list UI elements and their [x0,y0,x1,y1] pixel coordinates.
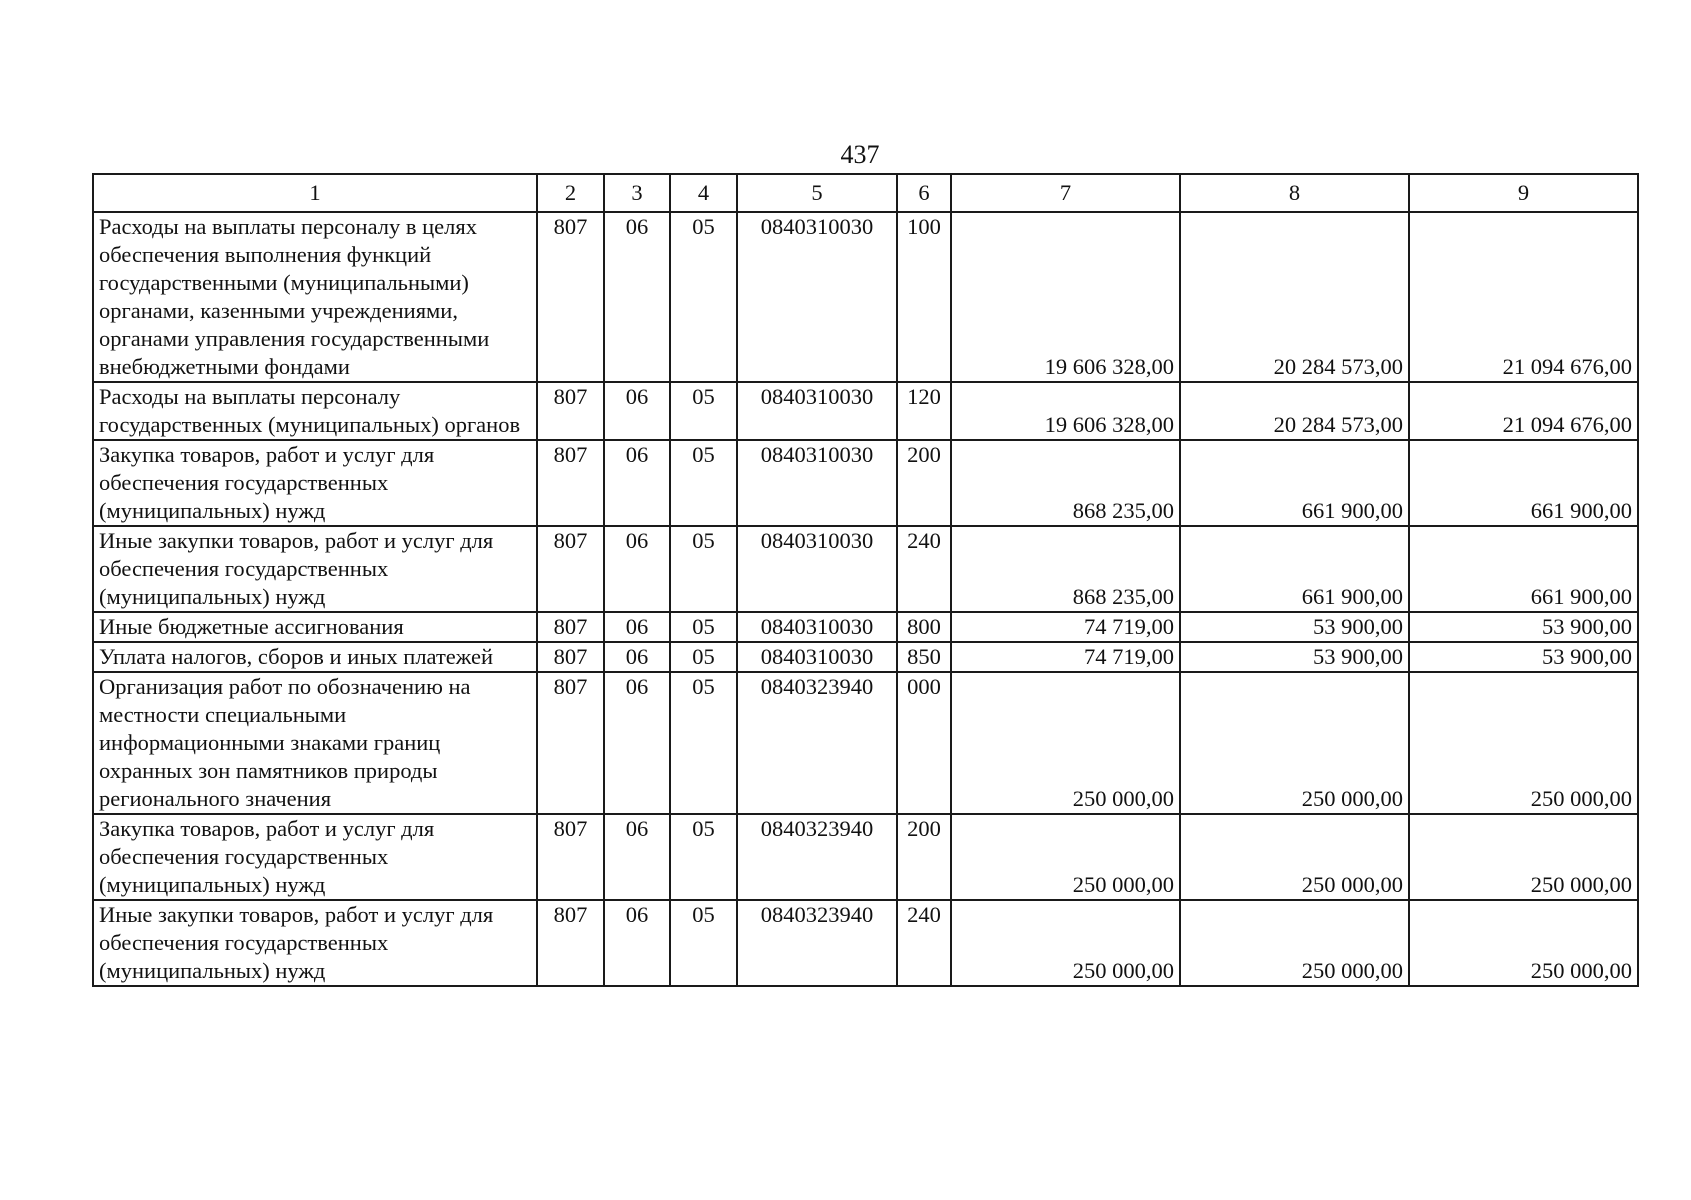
cell-col-3: 06 [604,672,670,814]
row-description: Расходы на выплаты персоналу государственных (муниципальных) органов [93,382,537,440]
cell-col-4: 05 [670,612,737,642]
cell-col-3: 06 [604,212,670,382]
amount-col-7: 868 235,00 [951,526,1180,612]
cell-col-4: 05 [670,900,737,986]
amount-col-9: 21 094 676,00 [1409,212,1638,382]
cell-col-3: 06 [604,382,670,440]
row-description: Организация работ по обозначению на местности специальными информационными знаками границ охранных зон памятников природы регионального значения [93,672,537,814]
amount-col-8: 661 900,00 [1180,526,1409,612]
amount-col-9: 661 900,00 [1409,526,1638,612]
row-description: Уплата налогов, сборов и иных платежей [93,642,537,672]
amount-col-8: 250 000,00 [1180,814,1409,900]
table-header-row [93,174,1638,212]
table-row [93,814,1638,900]
page-number: 437 [840,140,880,169]
cell-col-5: 0840323940 [737,900,897,986]
cell-col-5: 0840310030 [737,526,897,612]
amount-col-7: 250 000,00 [951,672,1180,814]
column-header: 6 [897,174,951,212]
table-row [93,900,1638,986]
table-row [93,212,1638,382]
amount-col-9: 53 900,00 [1409,612,1638,642]
amount-col-7: 868 235,00 [951,440,1180,526]
cell-col-4: 05 [670,642,737,672]
amount-col-9: 661 900,00 [1409,440,1638,526]
amount-col-7: 74 719,00 [951,642,1180,672]
cell-col-6: 100 [897,212,951,382]
cell-col-6: 240 [897,900,951,986]
amount-col-7: 19 606 328,00 [951,212,1180,382]
cell-col-5: 0840323940 [737,814,897,900]
amount-col-8: 661 900,00 [1180,440,1409,526]
cell-col-4: 05 [670,440,737,526]
amount-col-7: 74 719,00 [951,612,1180,642]
amount-col-7: 19 606 328,00 [951,382,1180,440]
row-description: Расходы на выплаты персоналу в целях обеспечения выполнения функций государственными (муниципальными) органами, казенными учреждениями, органами управления государственными внебюджетными фондами [93,212,537,382]
cell-col-6: 800 [897,612,951,642]
cell-col-2: 807 [537,672,604,814]
row-description: Иные бюджетные ассигнования [93,612,537,642]
cell-col-5: 0840310030 [737,642,897,672]
cell-col-2: 807 [537,212,604,382]
amount-col-9: 53 900,00 [1409,642,1638,672]
amount-col-9: 250 000,00 [1409,672,1638,814]
amount-col-8: 250 000,00 [1180,900,1409,986]
cell-col-6: 200 [897,440,951,526]
cell-col-4: 05 [670,814,737,900]
cell-col-3: 06 [604,900,670,986]
amount-col-8: 53 900,00 [1180,642,1409,672]
amount-col-9: 250 000,00 [1409,900,1638,986]
cell-col-3: 06 [604,814,670,900]
column-header: 4 [670,174,737,212]
cell-col-2: 807 [537,382,604,440]
amount-col-8: 250 000,00 [1180,672,1409,814]
amount-col-9: 21 094 676,00 [1409,382,1638,440]
cell-col-2: 807 [537,814,604,900]
row-description: Иные закупки товаров, работ и услуг для обеспечения государственных (муниципальных) нужд [93,526,537,612]
cell-col-3: 06 [604,440,670,526]
cell-col-4: 05 [670,672,737,814]
table-row [93,526,1638,612]
table-row [93,642,1638,672]
cell-col-5: 0840310030 [737,212,897,382]
cell-col-3: 06 [604,642,670,672]
column-header: 7 [951,174,1180,212]
cell-col-4: 05 [670,526,737,612]
amount-col-9: 250 000,00 [1409,814,1638,900]
cell-col-2: 807 [537,440,604,526]
table-row [93,612,1638,642]
cell-col-6: 850 [897,642,951,672]
cell-col-5: 0840310030 [737,612,897,642]
column-header: 9 [1409,174,1638,212]
amount-col-8: 20 284 573,00 [1180,382,1409,440]
amount-col-7: 250 000,00 [951,900,1180,986]
budget-table [92,173,1639,987]
amount-col-8: 53 900,00 [1180,612,1409,642]
row-description: Закупка товаров, работ и услуг для обеспечения государственных (муниципальных) нужд [93,440,537,526]
cell-col-2: 807 [537,526,604,612]
column-header: 1 [93,174,537,212]
cell-col-2: 807 [537,612,604,642]
cell-col-6: 120 [897,382,951,440]
cell-col-6: 200 [897,814,951,900]
column-header: 5 [737,174,897,212]
cell-col-5: 0840310030 [737,382,897,440]
cell-col-3: 06 [604,526,670,612]
row-description: Иные закупки товаров, работ и услуг для обеспечения государственных (муниципальных) нужд [93,900,537,986]
table-row [93,672,1638,814]
cell-col-6: 240 [897,526,951,612]
cell-col-4: 05 [670,382,737,440]
cell-col-2: 807 [537,900,604,986]
cell-col-3: 06 [604,612,670,642]
amount-col-7: 250 000,00 [951,814,1180,900]
row-description: Закупка товаров, работ и услуг для обеспечения государственных (муниципальных) нужд [93,814,537,900]
column-header: 2 [537,174,604,212]
column-header: 3 [604,174,670,212]
cell-col-2: 807 [537,642,604,672]
cell-col-5: 0840323940 [737,672,897,814]
column-header: 8 [1180,174,1409,212]
cell-col-6: 000 [897,672,951,814]
amount-col-8: 20 284 573,00 [1180,212,1409,382]
cell-col-5: 0840310030 [737,440,897,526]
table-row [93,440,1638,526]
cell-col-4: 05 [670,212,737,382]
table-row [93,382,1638,440]
